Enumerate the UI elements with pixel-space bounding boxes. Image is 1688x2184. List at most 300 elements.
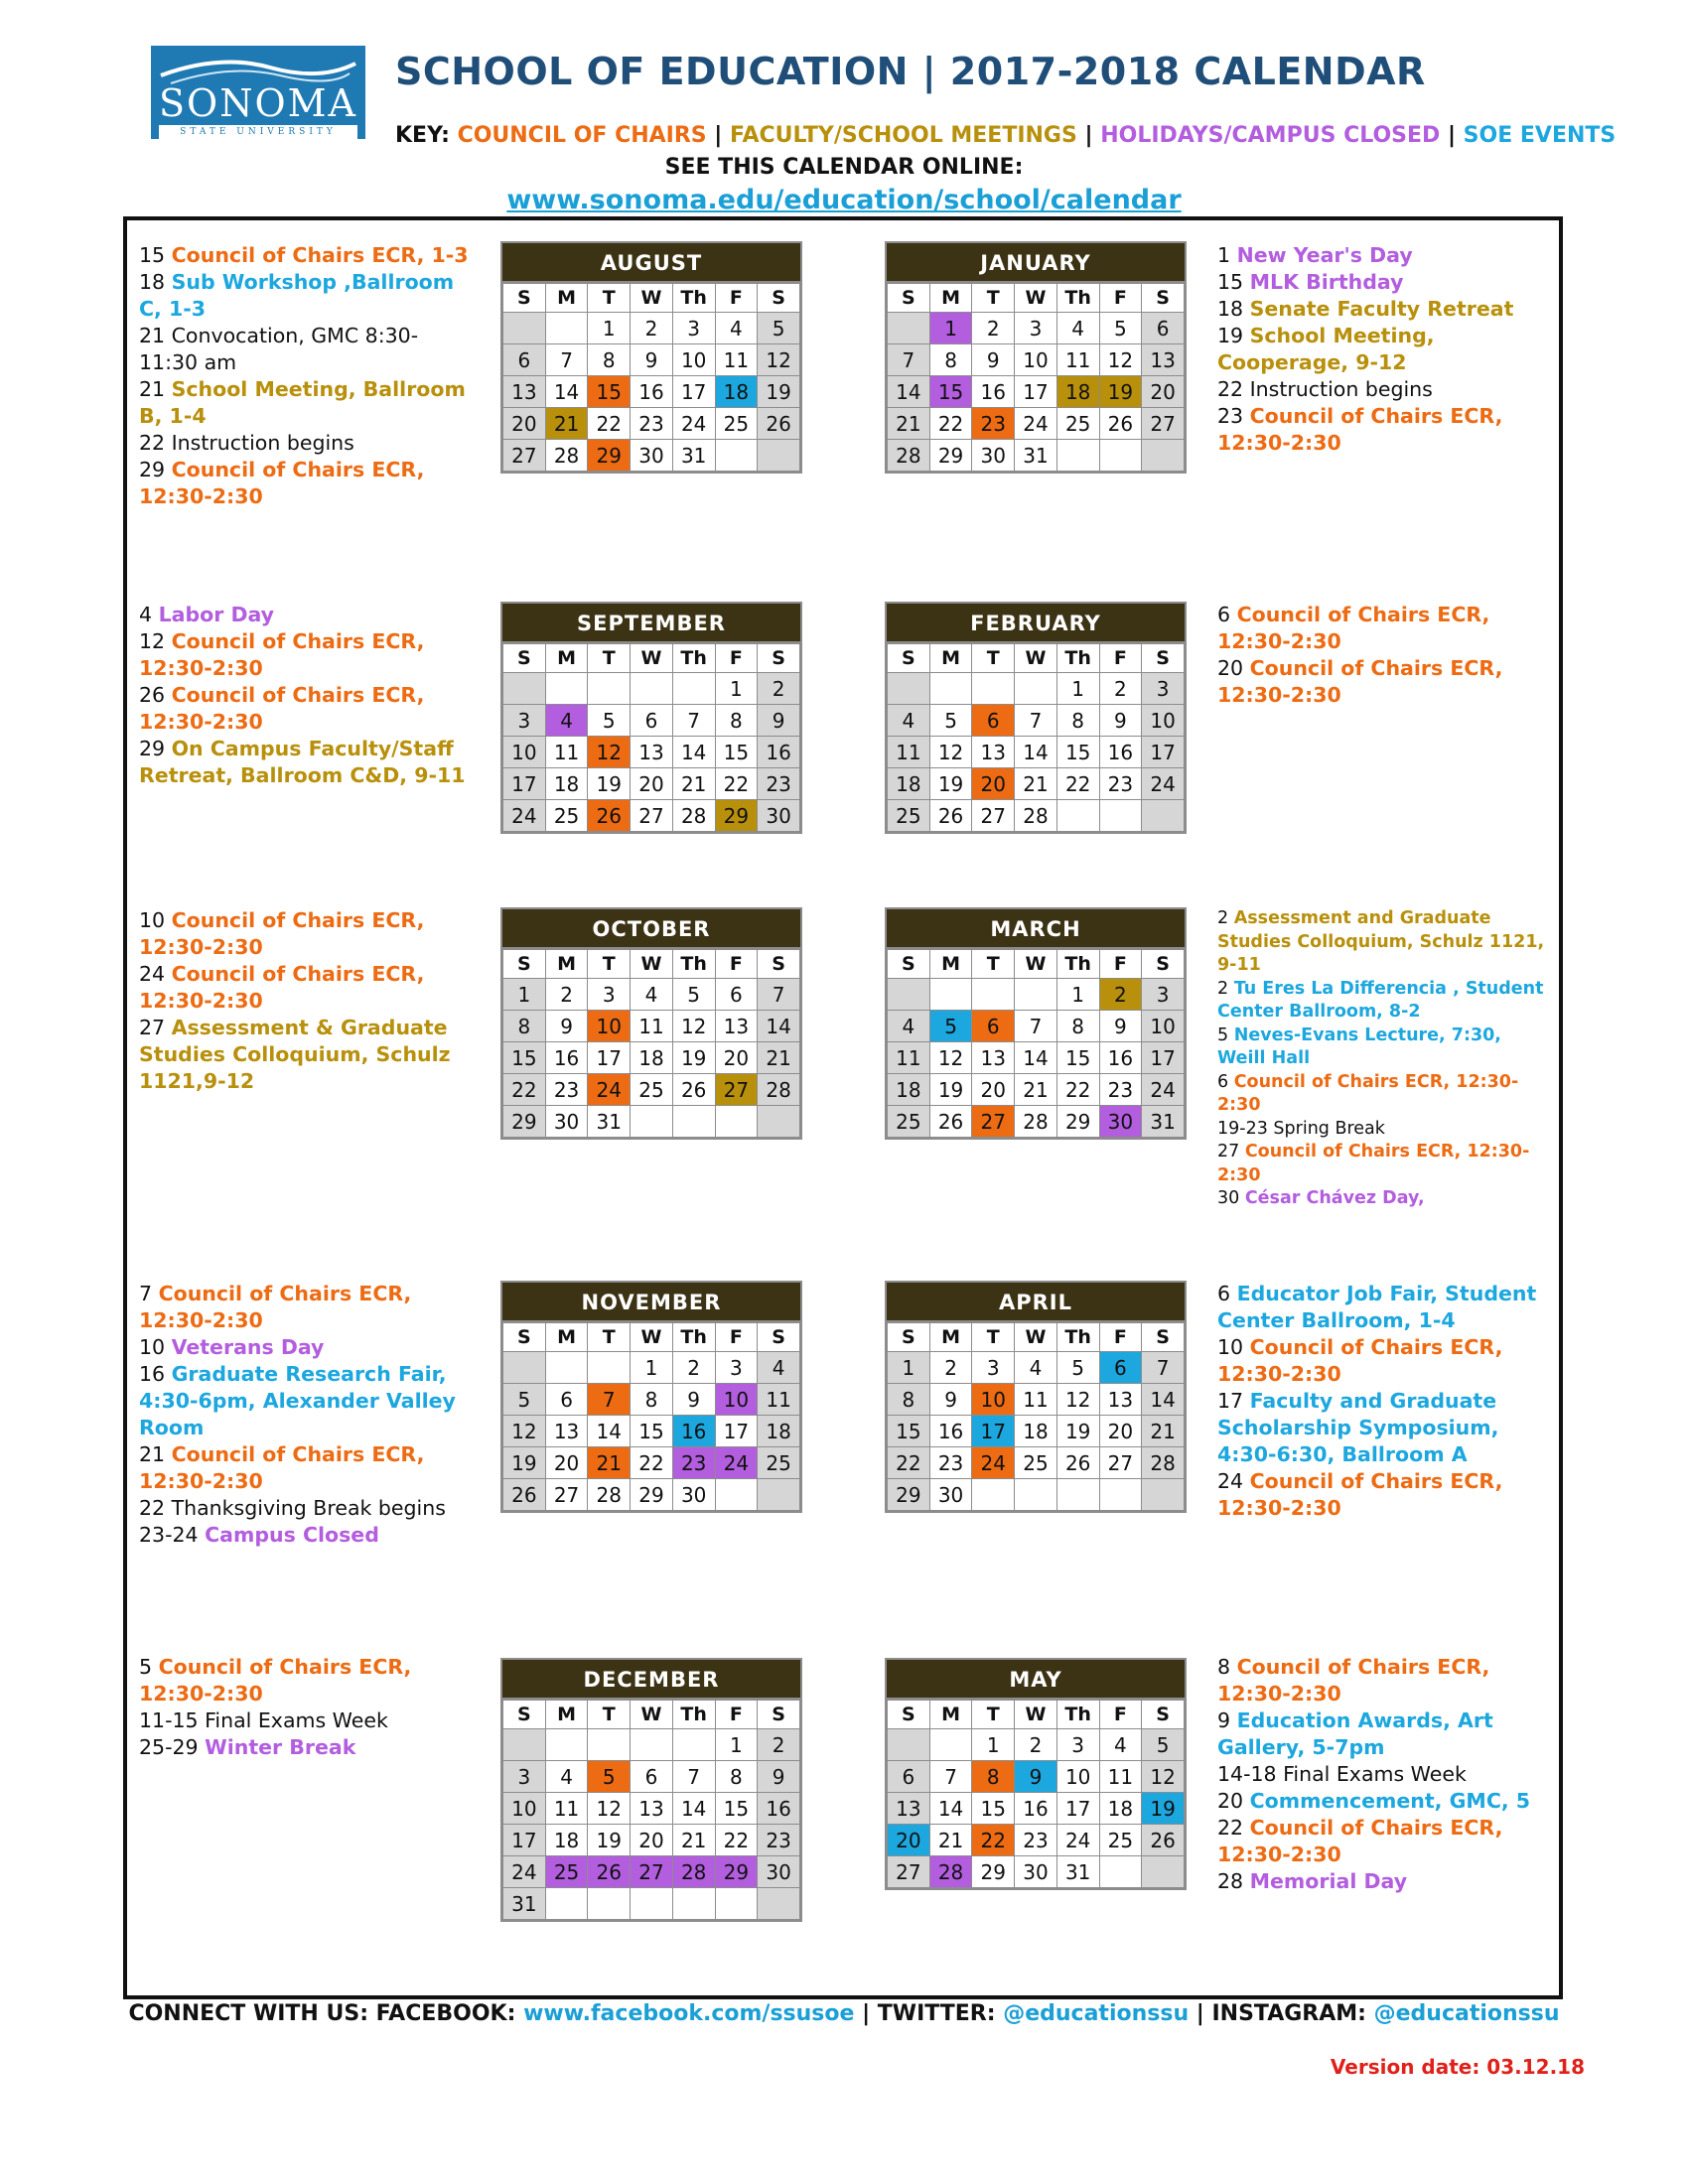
day-cell: 14 bbox=[672, 1793, 715, 1825]
empty-cell bbox=[588, 673, 631, 705]
day-cell: 7 bbox=[672, 1761, 715, 1793]
day-cell: 13 bbox=[715, 1011, 758, 1042]
day-cell: 15 bbox=[503, 1042, 546, 1074]
day-cell: 24 bbox=[503, 1856, 546, 1888]
instagram-link[interactable]: @educationssu bbox=[1373, 2001, 1560, 2026]
day-cell: 24 bbox=[1056, 1825, 1099, 1856]
events-december bbox=[139, 1654, 477, 1761]
event-text: Council of Chairs ECR, 12:30-2:30 bbox=[139, 458, 425, 508]
day-cell: 8 bbox=[1056, 1011, 1099, 1042]
day-cell: 3 bbox=[1056, 1729, 1099, 1761]
day-cell: 1 bbox=[929, 313, 972, 344]
events-september bbox=[139, 602, 477, 789]
day-cell: 24 bbox=[672, 408, 715, 440]
day-cell: 22 bbox=[929, 408, 972, 440]
day-cell: 12 bbox=[672, 1011, 715, 1042]
day-cell: 3 bbox=[588, 979, 631, 1011]
event-text: Council of Chairs ECR, 12:30-2:30 bbox=[139, 1655, 412, 1706]
day-cell: 22 bbox=[715, 1825, 758, 1856]
day-cell: 11 bbox=[545, 1793, 588, 1825]
day-cell: 26 bbox=[588, 1856, 631, 1888]
weekday-label: S bbox=[503, 284, 546, 313]
empty-cell bbox=[631, 1106, 673, 1138]
day-cell: 23 bbox=[758, 768, 800, 800]
day-cell: 5 bbox=[1056, 1352, 1099, 1384]
month-grid bbox=[502, 283, 800, 472]
event-date: 10 bbox=[1217, 1335, 1250, 1359]
event-text: Faculty and Graduate Scholarship Symposium, 4:30-6:30, Ballroom A bbox=[1217, 1389, 1499, 1466]
calendar-september bbox=[500, 602, 802, 834]
day-cell: 12 bbox=[1099, 344, 1142, 376]
event-text: Tu Eres La Differencia , Student Center Ballroom, 8-2 bbox=[1217, 978, 1544, 1022]
empty-cell bbox=[888, 313, 930, 344]
day-cell: 16 bbox=[972, 376, 1015, 408]
weekday-label: S bbox=[758, 644, 800, 673]
day-cell: 11 bbox=[1056, 344, 1099, 376]
week-row bbox=[888, 1416, 1185, 1447]
event-text: Senate Faculty Retreat bbox=[1249, 297, 1514, 321]
day-cell: 6 bbox=[503, 344, 546, 376]
weekday-row bbox=[888, 1323, 1185, 1352]
twitter-link[interactable]: @educationssu bbox=[1003, 2001, 1190, 2026]
calendar-november bbox=[500, 1281, 802, 1513]
event-text: César Chávez Day, bbox=[1244, 1188, 1425, 1208]
day-cell: 13 bbox=[631, 1793, 673, 1825]
month-grid bbox=[887, 643, 1185, 832]
day-cell: 30 bbox=[1099, 1106, 1142, 1138]
event-text: Council of Chairs ECR, 12:30-2:30 bbox=[1217, 404, 1503, 455]
day-cell: 19 bbox=[672, 1042, 715, 1074]
event-item bbox=[1217, 242, 1555, 269]
event-item bbox=[1217, 403, 1555, 457]
event-date: 10 bbox=[139, 1335, 172, 1359]
event-item bbox=[1217, 907, 1555, 978]
week-row bbox=[888, 1352, 1185, 1384]
day-cell: 14 bbox=[588, 1416, 631, 1447]
weekday-label: S bbox=[1142, 950, 1185, 979]
day-cell: 24 bbox=[1142, 1074, 1185, 1106]
empty-cell bbox=[1142, 1479, 1185, 1511]
day-cell: 12 bbox=[929, 1042, 972, 1074]
day-cell: 21 bbox=[545, 408, 588, 440]
month-name: AUGUST bbox=[502, 243, 800, 283]
day-cell: 1 bbox=[1056, 673, 1099, 705]
day-cell: 21 bbox=[1142, 1416, 1185, 1447]
day-cell: 2 bbox=[1099, 673, 1142, 705]
day-cell: 31 bbox=[1015, 440, 1057, 472]
day-cell: 23 bbox=[545, 1074, 588, 1106]
weekday-label: W bbox=[1015, 284, 1057, 313]
event-text: Labor Day bbox=[158, 603, 275, 626]
week-row bbox=[888, 1106, 1185, 1138]
week-row bbox=[888, 376, 1185, 408]
weekday-label: S bbox=[758, 950, 800, 979]
event-item bbox=[1217, 655, 1555, 709]
day-cell: 1 bbox=[972, 1729, 1015, 1761]
week-row bbox=[503, 440, 800, 472]
day-cell: 16 bbox=[1099, 737, 1142, 768]
day-cell: 31 bbox=[1142, 1106, 1185, 1138]
day-cell: 17 bbox=[503, 768, 546, 800]
event-item bbox=[1217, 1024, 1555, 1071]
day-cell: 22 bbox=[972, 1825, 1015, 1856]
day-cell: 7 bbox=[758, 979, 800, 1011]
event-date: 6 bbox=[1217, 1282, 1237, 1305]
social-footer bbox=[0, 2001, 1688, 2026]
event-item bbox=[139, 602, 477, 628]
day-cell: 1 bbox=[715, 673, 758, 705]
weekday-label: F bbox=[715, 1323, 758, 1352]
event-item bbox=[139, 1654, 477, 1707]
event-text: Council of Chairs ECR, 12:30-2:30 bbox=[139, 908, 425, 959]
day-cell: 3 bbox=[1015, 313, 1057, 344]
day-cell: 14 bbox=[1142, 1384, 1185, 1416]
event-text: Instruction begins bbox=[1249, 377, 1433, 401]
day-cell: 16 bbox=[631, 376, 673, 408]
day-cell: 27 bbox=[888, 1856, 930, 1888]
day-cell: 18 bbox=[1056, 376, 1099, 408]
day-cell: 17 bbox=[588, 1042, 631, 1074]
day-cell: 29 bbox=[1056, 1106, 1099, 1138]
event-date: 11-15 bbox=[139, 1708, 206, 1732]
weekday-label: S bbox=[758, 284, 800, 313]
day-cell: 21 bbox=[588, 1447, 631, 1479]
day-cell: 31 bbox=[503, 1888, 546, 1920]
event-item bbox=[1217, 1388, 1555, 1468]
event-text: Convocation, GMC 8:30-11:30 am bbox=[139, 324, 419, 374]
weekday-label: Th bbox=[1056, 1701, 1099, 1729]
empty-cell bbox=[1015, 979, 1057, 1011]
week-row bbox=[888, 344, 1185, 376]
event-date: 17 bbox=[1217, 1389, 1250, 1413]
day-cell: 14 bbox=[545, 376, 588, 408]
weekday-label: S bbox=[503, 1323, 546, 1352]
day-cell: 2 bbox=[758, 1729, 800, 1761]
day-cell: 11 bbox=[758, 1384, 800, 1416]
events-may bbox=[1217, 1654, 1555, 1895]
day-cell: 23 bbox=[972, 408, 1015, 440]
event-text: Instruction begins bbox=[171, 431, 354, 455]
weekday-label: M bbox=[929, 1323, 972, 1352]
weekday-label: Th bbox=[1056, 1323, 1099, 1352]
day-cell: 17 bbox=[715, 1416, 758, 1447]
day-cell: 20 bbox=[545, 1447, 588, 1479]
week-row bbox=[888, 673, 1185, 705]
day-cell: 6 bbox=[1099, 1352, 1142, 1384]
event-text: Commencement, GMC, 5 bbox=[1249, 1789, 1531, 1813]
weekday-label: F bbox=[1099, 1323, 1142, 1352]
event-item bbox=[139, 1522, 477, 1549]
weekday-label: T bbox=[588, 1323, 631, 1352]
event-text: Campus Closed bbox=[205, 1523, 379, 1547]
week-row bbox=[503, 1761, 800, 1793]
event-item bbox=[139, 1734, 477, 1761]
day-cell: 27 bbox=[1142, 408, 1185, 440]
day-cell: 26 bbox=[672, 1074, 715, 1106]
week-row bbox=[503, 1729, 800, 1761]
empty-cell bbox=[1142, 800, 1185, 832]
event-date: 15 bbox=[1217, 270, 1250, 294]
day-cell: 4 bbox=[888, 1011, 930, 1042]
event-text: Veterans Day bbox=[171, 1335, 325, 1359]
weekday-label: T bbox=[972, 644, 1015, 673]
weekday-label: F bbox=[715, 644, 758, 673]
week-row bbox=[888, 1447, 1185, 1479]
event-date: 19-23 bbox=[1217, 1118, 1274, 1139]
event-text: Council of Chairs ECR, 12:30-2:30 bbox=[1217, 1142, 1530, 1185]
event-item bbox=[1217, 1187, 1555, 1211]
event-item bbox=[1217, 1707, 1555, 1761]
weekday-row bbox=[888, 644, 1185, 673]
week-row bbox=[888, 1011, 1185, 1042]
day-cell: 22 bbox=[588, 408, 631, 440]
day-cell: 25 bbox=[1056, 408, 1099, 440]
event-date: 22 bbox=[139, 431, 172, 455]
week-row bbox=[503, 376, 800, 408]
week-row bbox=[888, 1479, 1185, 1511]
key-item: COUNCIL OF CHAIRS bbox=[457, 123, 707, 148]
event-item bbox=[139, 269, 477, 323]
day-cell: 22 bbox=[503, 1074, 546, 1106]
weekday-label: Th bbox=[672, 644, 715, 673]
empty-cell bbox=[672, 1729, 715, 1761]
day-cell: 8 bbox=[972, 1761, 1015, 1793]
day-cell: 6 bbox=[715, 979, 758, 1011]
day-cell: 16 bbox=[672, 1416, 715, 1447]
day-cell: 1 bbox=[715, 1729, 758, 1761]
month-grid bbox=[887, 283, 1185, 472]
weekday-label: T bbox=[972, 284, 1015, 313]
day-cell: 25 bbox=[888, 800, 930, 832]
day-cell: 13 bbox=[545, 1416, 588, 1447]
week-row bbox=[503, 1479, 800, 1511]
event-date: 22 bbox=[139, 1496, 172, 1520]
weekday-label: W bbox=[631, 1323, 673, 1352]
event-item bbox=[139, 682, 477, 736]
week-row bbox=[503, 1106, 800, 1138]
event-item bbox=[139, 323, 477, 376]
week-row bbox=[888, 1761, 1185, 1793]
day-cell: 13 bbox=[888, 1793, 930, 1825]
weekday-label: Th bbox=[1056, 284, 1099, 313]
empty-cell bbox=[715, 1106, 758, 1138]
day-cell: 7 bbox=[672, 705, 715, 737]
event-date: 4 bbox=[139, 603, 159, 626]
event-item bbox=[139, 376, 477, 430]
day-cell: 21 bbox=[1015, 768, 1057, 800]
weekday-label: M bbox=[929, 644, 972, 673]
day-cell: 1 bbox=[503, 979, 546, 1011]
month-name: MARCH bbox=[887, 909, 1185, 949]
event-date: 5 bbox=[139, 1655, 159, 1679]
day-cell: 5 bbox=[672, 979, 715, 1011]
event-item bbox=[139, 1015, 477, 1095]
day-cell: 29 bbox=[929, 440, 972, 472]
key-separator: | bbox=[706, 123, 730, 148]
calendar-url-link[interactable]: www.sonoma.edu/education/school/calendar bbox=[506, 185, 1182, 215]
day-cell: 3 bbox=[972, 1352, 1015, 1384]
day-cell: 6 bbox=[888, 1761, 930, 1793]
day-cell: 26 bbox=[929, 800, 972, 832]
weekday-label: F bbox=[1099, 950, 1142, 979]
day-cell: 23 bbox=[672, 1447, 715, 1479]
empty-cell bbox=[503, 313, 546, 344]
day-cell: 10 bbox=[1142, 1011, 1185, 1042]
event-item bbox=[1217, 978, 1555, 1024]
event-date: 18 bbox=[139, 270, 172, 294]
week-row bbox=[888, 408, 1185, 440]
day-cell: 13 bbox=[1099, 1384, 1142, 1416]
event-text: Council of Chairs ECR, 12:30-2:30 bbox=[139, 629, 425, 680]
empty-cell bbox=[588, 1729, 631, 1761]
event-date: 29 bbox=[139, 458, 172, 481]
weekday-label: T bbox=[588, 284, 631, 313]
day-cell: 29 bbox=[888, 1479, 930, 1511]
day-cell: 30 bbox=[758, 1856, 800, 1888]
day-cell: 5 bbox=[588, 705, 631, 737]
day-cell: 16 bbox=[1015, 1793, 1057, 1825]
weekday-label: W bbox=[631, 1701, 673, 1729]
weekday-label: W bbox=[1015, 644, 1057, 673]
events-november bbox=[139, 1281, 477, 1549]
weekday-label: S bbox=[888, 1701, 930, 1729]
key-item: HOLIDAYS/CAMPUS CLOSED bbox=[1100, 123, 1441, 148]
week-row bbox=[503, 313, 800, 344]
weekday-label: Th bbox=[672, 1323, 715, 1352]
calendar-february bbox=[885, 602, 1187, 834]
day-cell: 14 bbox=[672, 737, 715, 768]
day-cell: 19 bbox=[1099, 376, 1142, 408]
day-cell: 20 bbox=[503, 408, 546, 440]
connect-label: CONNECT WITH US: bbox=[128, 2001, 376, 2026]
weekday-label: T bbox=[972, 1701, 1015, 1729]
calendar-december bbox=[500, 1658, 802, 1922]
weekday-label: F bbox=[1099, 284, 1142, 313]
week-row bbox=[888, 313, 1185, 344]
day-cell: 8 bbox=[715, 705, 758, 737]
event-date: 7 bbox=[139, 1282, 159, 1305]
event-item bbox=[1217, 296, 1555, 323]
event-date: 9 bbox=[1217, 1708, 1237, 1732]
day-cell: 8 bbox=[1056, 705, 1099, 737]
day-cell: 15 bbox=[972, 1793, 1015, 1825]
day-cell: 18 bbox=[888, 768, 930, 800]
event-date: 22 bbox=[1217, 377, 1250, 401]
empty-cell bbox=[1099, 1856, 1142, 1888]
day-cell: 15 bbox=[715, 737, 758, 768]
day-cell: 30 bbox=[1015, 1856, 1057, 1888]
day-cell: 19 bbox=[503, 1447, 546, 1479]
day-cell: 3 bbox=[503, 705, 546, 737]
event-item bbox=[1217, 269, 1555, 296]
day-cell: 24 bbox=[972, 1447, 1015, 1479]
key-separator: | bbox=[1440, 123, 1464, 148]
event-item bbox=[1217, 1654, 1555, 1707]
event-item bbox=[139, 1441, 477, 1495]
event-item bbox=[1217, 1761, 1555, 1788]
event-text: Council of Chairs ECR, 12:30-2:30 bbox=[1217, 1469, 1503, 1520]
events-october bbox=[139, 907, 477, 1095]
day-cell: 16 bbox=[758, 737, 800, 768]
month-name: DECEMBER bbox=[502, 1660, 800, 1700]
day-cell: 7 bbox=[888, 344, 930, 376]
day-cell: 30 bbox=[545, 1106, 588, 1138]
day-cell: 6 bbox=[631, 705, 673, 737]
day-cell: 20 bbox=[888, 1825, 930, 1856]
day-cell: 11 bbox=[715, 344, 758, 376]
weekday-label: W bbox=[1015, 1701, 1057, 1729]
event-text: Assessment & Graduate Studies Colloquium, Schulz 1121,9-12 bbox=[139, 1016, 451, 1093]
event-text: Memorial Day bbox=[1249, 1869, 1408, 1893]
day-cell: 22 bbox=[888, 1447, 930, 1479]
day-cell: 2 bbox=[1099, 979, 1142, 1011]
day-cell: 12 bbox=[1142, 1761, 1185, 1793]
day-cell: 13 bbox=[1142, 344, 1185, 376]
day-cell: 28 bbox=[929, 1856, 972, 1888]
event-item bbox=[1217, 1815, 1555, 1868]
empty-cell bbox=[929, 673, 972, 705]
empty-cell bbox=[758, 1106, 800, 1138]
day-cell: 7 bbox=[1015, 1011, 1057, 1042]
logo-name: SONOMA bbox=[159, 81, 357, 125]
day-cell: 2 bbox=[631, 313, 673, 344]
day-cell: 23 bbox=[1099, 1074, 1142, 1106]
week-row bbox=[503, 1352, 800, 1384]
day-cell: 24 bbox=[588, 1074, 631, 1106]
day-cell: 12 bbox=[588, 737, 631, 768]
facebook-link[interactable]: www.facebook.com/ssusoe bbox=[523, 2001, 855, 2026]
day-cell: 5 bbox=[929, 1011, 972, 1042]
day-cell: 18 bbox=[715, 376, 758, 408]
see-online-label: SEE THIS CALENDAR ONLINE: bbox=[664, 155, 1024, 180]
day-cell: 15 bbox=[588, 376, 631, 408]
event-date: 30 bbox=[1217, 1188, 1245, 1208]
day-cell: 15 bbox=[631, 1416, 673, 1447]
day-cell: 6 bbox=[631, 1761, 673, 1793]
weekday-label: W bbox=[631, 284, 673, 313]
day-cell: 10 bbox=[972, 1384, 1015, 1416]
event-date: 6 bbox=[1217, 1071, 1234, 1092]
day-cell: 15 bbox=[1056, 737, 1099, 768]
week-row bbox=[503, 1074, 800, 1106]
day-cell: 24 bbox=[715, 1447, 758, 1479]
event-date: 21 bbox=[139, 377, 172, 401]
empty-cell bbox=[888, 979, 930, 1011]
week-row bbox=[888, 1042, 1185, 1074]
day-cell: 31 bbox=[1056, 1856, 1099, 1888]
empty-cell bbox=[545, 1888, 588, 1920]
week-row bbox=[503, 768, 800, 800]
day-cell: 29 bbox=[715, 800, 758, 832]
event-date: 10 bbox=[139, 908, 172, 932]
event-text: Spring Break bbox=[1273, 1118, 1385, 1139]
empty-cell bbox=[758, 1888, 800, 1920]
day-cell: 9 bbox=[1099, 1011, 1142, 1042]
weekday-label: F bbox=[715, 284, 758, 313]
event-date: 28 bbox=[1217, 1869, 1250, 1893]
week-row bbox=[888, 1825, 1185, 1856]
day-cell: 11 bbox=[888, 1042, 930, 1074]
event-date: 23-24 bbox=[139, 1523, 206, 1547]
weekday-label: Th bbox=[672, 1701, 715, 1729]
weekday-label: F bbox=[1099, 1701, 1142, 1729]
day-cell: 3 bbox=[672, 313, 715, 344]
day-cell: 31 bbox=[588, 1106, 631, 1138]
week-row bbox=[503, 1384, 800, 1416]
day-cell: 26 bbox=[503, 1479, 546, 1511]
day-cell: 3 bbox=[1142, 673, 1185, 705]
footer-separator: | bbox=[854, 2001, 878, 2026]
